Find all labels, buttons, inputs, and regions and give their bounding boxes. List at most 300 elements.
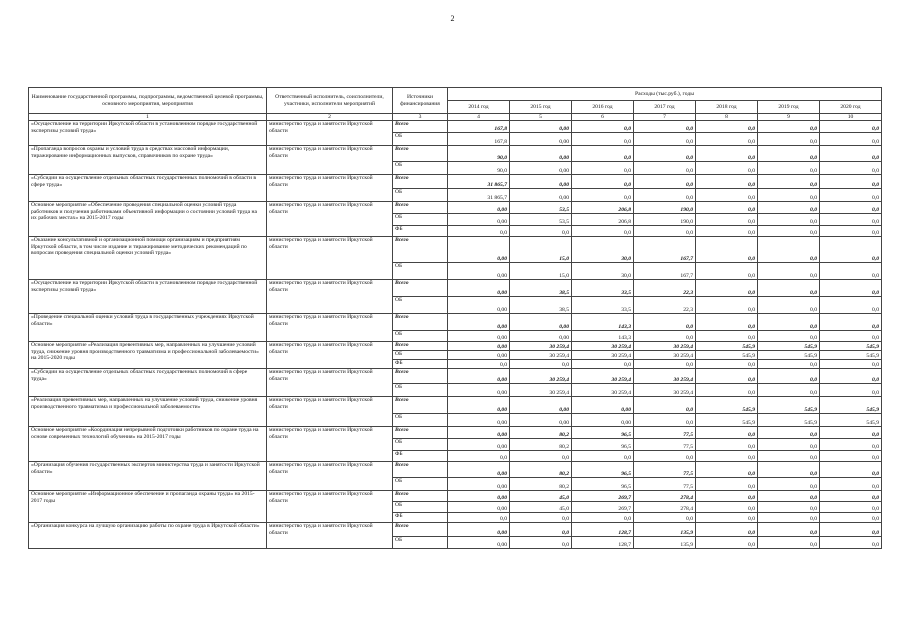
activity-executor: министерство труда и занятости Иркутской области	[267, 175, 393, 202]
expense-value: 0,0	[696, 263, 758, 280]
expense-value: 0,00	[448, 237, 510, 263]
table-row	[29, 314, 882, 331]
expense-value: 0,00	[510, 162, 572, 175]
expense-value: 0,0	[510, 513, 572, 523]
expense-value: 0,0	[696, 384, 758, 397]
expense-value: 545,9	[820, 397, 882, 414]
activity-executor: министерство труда и занятости Иркутской области	[267, 237, 393, 280]
expense-value: 0,0	[820, 369, 882, 384]
expense-value: 0,00	[448, 414, 510, 427]
expense-value: 0,00	[448, 523, 510, 537]
header-expenses: Расходы (тыс.руб.), годы	[448, 88, 882, 101]
header-executor: Ответственный исполнитель, соисполнители, участники, исполнители мероприятий	[267, 88, 393, 114]
expense-value: 0,0	[820, 263, 882, 280]
expense-value: 545,9	[758, 414, 820, 427]
expense-value: 135,9	[634, 537, 696, 549]
funding-source: ОБ	[393, 414, 448, 427]
expense-value: 0,0	[758, 280, 820, 297]
funding-source: ФБ	[393, 226, 448, 237]
expense-value: 90,0	[448, 146, 510, 162]
header-col-number: 1	[29, 114, 267, 121]
expense-value: 0,0	[820, 331, 882, 342]
expense-value: 0,00	[448, 491, 510, 502]
expense-value: 269,7	[572, 491, 634, 502]
funding-source: ОБ	[393, 162, 448, 175]
expense-value: 80,2	[510, 462, 572, 478]
expense-value: 0,00	[448, 280, 510, 297]
expense-value: 167,8	[448, 121, 510, 133]
expense-value: 0,0	[634, 133, 696, 146]
expense-value: 30,0	[572, 237, 634, 263]
expense-value: 0,0	[510, 523, 572, 537]
expense-value: 0,0	[820, 175, 882, 189]
expense-value: 0,0	[696, 513, 758, 523]
header-col-number: 4	[448, 114, 510, 121]
expense-value: 167,8	[448, 133, 510, 146]
expense-value: 0,0	[696, 491, 758, 502]
expense-value: 45,0	[510, 502, 572, 513]
expense-value: 0,0	[758, 214, 820, 226]
expense-value: 190,0	[634, 214, 696, 226]
expense-value: 0,0	[820, 384, 882, 397]
expense-value: 0,0	[820, 280, 882, 297]
expense-value: 0,0	[758, 427, 820, 439]
header-year: 2016 год	[572, 101, 634, 114]
expense-value: 545,9	[696, 397, 758, 414]
activity-executor: министерство труда и занятости Иркутской области	[267, 342, 393, 369]
expense-value: 30 259,4	[572, 342, 634, 351]
expense-value: 77,5	[634, 478, 696, 491]
expense-value: 0,00	[510, 133, 572, 146]
expense-value: 33,5	[572, 280, 634, 297]
expense-value: 0,00	[448, 263, 510, 280]
expense-value: 22,3	[634, 297, 696, 314]
expense-value: 0,0	[758, 314, 820, 331]
expense-value: 0,0	[820, 121, 882, 133]
funding-source: Всего	[393, 427, 448, 439]
expense-value: 0,00	[448, 462, 510, 478]
expense-value: 0,0	[820, 523, 882, 537]
expense-value: 0,0	[758, 146, 820, 162]
activity-executor: министерство труда и занятости Иркутской области	[267, 202, 393, 237]
funding-source: ОБ	[393, 263, 448, 280]
expense-value: 0,0	[572, 121, 634, 133]
expense-value: 0,0	[758, 162, 820, 175]
expense-value: 0,00	[510, 331, 572, 342]
activity-name: «Организация обучения государственных экспертов министерства труда и занятости Иркутской области»	[29, 462, 267, 491]
expense-value: 0,0	[634, 121, 696, 133]
expense-value: 0,00	[448, 342, 510, 351]
expense-value: 0,0	[820, 427, 882, 439]
activity-executor: министерство труда и занятости Иркутской области	[267, 427, 393, 462]
funding-source: Всего	[393, 523, 448, 537]
expense-value: 0,00	[448, 384, 510, 397]
activity-name: «Реализация превентивных мер, направленных на улучшение условий труда, снижение уровня производственного травматизма и профессиональной заболеваемости»	[29, 397, 267, 427]
header-col-number: 9	[758, 114, 820, 121]
expense-value: 0,0	[820, 297, 882, 314]
expense-value: 0,0	[634, 189, 696, 202]
header-col-number: 6	[572, 114, 634, 121]
activity-name: Основное мероприятие «Информационное обеспечение и пропаганда охраны труда» на 2015-2017 годы	[29, 491, 267, 523]
funding-source: ФБ	[393, 513, 448, 523]
expense-value: 30 259,4	[510, 369, 572, 384]
expense-value: 0,0	[758, 502, 820, 513]
expense-value: 128,7	[572, 523, 634, 537]
expense-value: 30 259,4	[510, 384, 572, 397]
expense-value: 206,8	[572, 202, 634, 214]
expense-value: 206,8	[572, 214, 634, 226]
expense-value: 53,5	[510, 214, 572, 226]
expense-value: 0,00	[448, 369, 510, 384]
funding-source: Всего	[393, 462, 448, 478]
expense-value: 30 259,4	[572, 384, 634, 397]
expense-value: 30 259,4	[572, 351, 634, 360]
expense-value: 190,0	[634, 202, 696, 214]
expense-value: 0,0	[696, 226, 758, 237]
expenses-table	[28, 87, 882, 549]
expense-value: 0,0	[758, 513, 820, 523]
activity-name: «Организация конкурса на лучшую организацию работы по охране труда в Иркутской области»	[29, 523, 267, 549]
expense-value: 0,0	[820, 202, 882, 214]
expense-value: 45,0	[510, 491, 572, 502]
expense-value: 0,0	[820, 146, 882, 162]
activity-name: Основное мероприятие «Реализация превентивных мер, направленных на улучшение условий труда, снижение уровня производственного травматизма и профессиональной заболеваемости» на 2015-2020 годы	[29, 342, 267, 369]
expense-value: 0,00	[572, 414, 634, 427]
table-row	[29, 462, 882, 478]
expense-value: 0,0	[696, 214, 758, 226]
expense-value: 30,0	[572, 263, 634, 280]
expense-value: 143,3	[572, 331, 634, 342]
expense-value: 0,0	[820, 133, 882, 146]
expense-value: 0,0	[634, 397, 696, 414]
expense-value: 53,5	[510, 202, 572, 214]
activity-executor: министерство труда и занятости Иркутской области	[267, 397, 393, 427]
page-number: 2	[450, 14, 455, 23]
expense-value: 0,0	[696, 439, 758, 451]
expense-value: 167,7	[634, 263, 696, 280]
expense-value: 0,0	[820, 162, 882, 175]
expense-value: 0,0	[758, 439, 820, 451]
header-col-number: 8	[696, 114, 758, 121]
expense-value: 0,0	[820, 513, 882, 523]
expense-value: 30 259,4	[510, 351, 572, 360]
expense-value: 545,9	[820, 351, 882, 360]
expense-value: 269,7	[572, 502, 634, 513]
expense-value: 0,0	[820, 502, 882, 513]
expense-value: 545,9	[758, 397, 820, 414]
expense-value: 0,00	[510, 314, 572, 331]
expense-value: 0,0	[510, 226, 572, 237]
activity-name: Основное мероприятие «Координация непрерывной подготовки работников по охране труда на основе современных технологий обучения» на 2015-2017 годы	[29, 427, 267, 462]
expense-value: 0,0	[820, 360, 882, 369]
expense-value: 0,0	[758, 331, 820, 342]
expense-value: 0,0	[634, 175, 696, 189]
table-row	[29, 491, 882, 502]
activity-executor: министерство труда и занятости Иркутской области	[267, 121, 393, 146]
activity-executor: министерство труда и занятости Иркутской области	[267, 369, 393, 397]
expense-value: 0,0	[696, 175, 758, 189]
expense-value: 0,0	[820, 237, 882, 263]
expense-value: 0,0	[696, 360, 758, 369]
header-col-number: 7	[634, 114, 696, 121]
funding-source: ФБ	[393, 451, 448, 462]
expense-value: 0,0	[510, 451, 572, 462]
expense-value: 545,9	[758, 351, 820, 360]
expense-value: 0,0	[758, 537, 820, 549]
header-col-number: 2	[267, 114, 393, 121]
expense-value: 0,0	[758, 189, 820, 202]
expense-value: 0,00	[510, 414, 572, 427]
expense-value: 0,0	[696, 189, 758, 202]
header-source: Источники финансирования	[393, 88, 448, 114]
funding-source: ОБ	[393, 133, 448, 146]
expense-value: 30 259,4	[510, 342, 572, 351]
expense-value: 80,2	[510, 478, 572, 491]
expense-value: 0,0	[696, 297, 758, 314]
expense-value: 80,2	[510, 439, 572, 451]
expense-value: 31 865,7	[448, 175, 510, 189]
header-name: Наименование государственной программы, подпрограммы, ведомственной целевой программы, основного мероприятия, мероприятия	[29, 88, 267, 114]
expense-value: 0,00	[510, 397, 572, 414]
expense-value: 0,00	[448, 397, 510, 414]
funding-source: Всего	[393, 175, 448, 189]
expense-value: 0,00	[510, 146, 572, 162]
expense-value: 0,00	[448, 439, 510, 451]
expense-value: 33,5	[572, 297, 634, 314]
expense-value: 0,0	[696, 237, 758, 263]
expense-value: 545,9	[696, 342, 758, 351]
header-col-number: 3	[393, 114, 448, 121]
expense-value: 0,0	[572, 146, 634, 162]
expense-value: 0,00	[448, 314, 510, 331]
table-row	[29, 121, 882, 133]
expense-value: 0,00	[572, 397, 634, 414]
funding-source: ОБ	[393, 214, 448, 226]
expense-value: 0,0	[758, 263, 820, 280]
expense-value: 0,0	[758, 237, 820, 263]
expense-value: 0,00	[448, 537, 510, 549]
expense-value: 545,9	[820, 342, 882, 351]
funding-source: ОБ	[393, 297, 448, 314]
expense-value: 0,0	[572, 162, 634, 175]
expense-value: 0,0	[758, 491, 820, 502]
expense-value: 0,0	[696, 369, 758, 384]
expense-value: 15,0	[510, 263, 572, 280]
expense-value: 0,0	[696, 202, 758, 214]
funding-source: ОБ	[393, 439, 448, 451]
expense-value: 0,0	[758, 523, 820, 537]
expense-value: 0,0	[758, 369, 820, 384]
expense-value: 0,0	[696, 121, 758, 133]
expense-value: 167,7	[634, 237, 696, 263]
expense-value: 0,00	[510, 121, 572, 133]
expense-value: 128,7	[572, 537, 634, 549]
expense-value: 0,00	[510, 189, 572, 202]
expense-value: 0,0	[820, 314, 882, 331]
expense-value: 80,2	[510, 427, 572, 439]
expense-value: 545,9	[696, 414, 758, 427]
activity-name: «Пропаганда вопросов охраны и условий труда в средствах массовой информации, тиражирование информационных выпусков, справочников по охране труда»	[29, 146, 267, 175]
expense-value: 0,0	[634, 451, 696, 462]
expense-value: 545,9	[696, 351, 758, 360]
expense-value: 0,0	[820, 189, 882, 202]
expense-value: 0,0	[696, 502, 758, 513]
expense-value: 0,0	[696, 523, 758, 537]
expense-value: 0,0	[696, 537, 758, 549]
expense-value: 0,00	[448, 502, 510, 513]
activity-name: «Оказание консультативной и организационной помощи организациям и предприятиям Иркутской области, в том числе издание и тиражирование методических рекомендаций по вопросам проведения специальной оценки условий труда»	[29, 237, 267, 280]
expense-value: 77,5	[634, 439, 696, 451]
funding-source: Всего	[393, 237, 448, 263]
activity-name: «Субсидии на осуществление отдельных областных государственных полномочий в области в сфере труда»	[29, 175, 267, 202]
expense-value: 0,0	[696, 331, 758, 342]
expense-value: 0,0	[634, 162, 696, 175]
expense-value: 0,0	[758, 478, 820, 491]
expense-value: 77,5	[634, 427, 696, 439]
expense-value: 30 259,4	[634, 351, 696, 360]
activity-name: «Субсидии на осуществление отдельных областных государственных полномочий в сфере труда»	[29, 369, 267, 397]
funding-source: ОБ	[393, 189, 448, 202]
funding-source: Всего	[393, 369, 448, 384]
expense-value: 0,00	[448, 214, 510, 226]
expense-value: 90,0	[448, 162, 510, 175]
funding-source: ОБ	[393, 502, 448, 513]
expense-value: 0,0	[696, 478, 758, 491]
expense-value: 0,0	[572, 133, 634, 146]
expense-value: 96,5	[572, 439, 634, 451]
expense-value: 143,3	[572, 314, 634, 331]
activity-executor: министерство труда и занятости Иркутской области	[267, 523, 393, 549]
expense-value: 77,5	[634, 462, 696, 478]
expense-value: 0,0	[572, 189, 634, 202]
header-col-number: 5	[510, 114, 572, 121]
expense-value: 0,0	[634, 360, 696, 369]
expense-value: 38,5	[510, 297, 572, 314]
expense-value: 0,0	[634, 414, 696, 427]
table-row	[29, 397, 882, 414]
table-row	[29, 280, 882, 297]
funding-source: Всего	[393, 121, 448, 133]
expense-value: 0,0	[634, 314, 696, 331]
expense-value: 31 865,7	[448, 189, 510, 202]
header-year: 2018 год	[696, 101, 758, 114]
activity-name: «Осуществление на территории Иркутской области в установленном порядке государственной экспертизы условий труда»	[29, 121, 267, 146]
activity-name: «Проведение специальной оценки условий труда в государственных учреждениях Иркутской области»	[29, 314, 267, 342]
expense-value: 0,0	[820, 439, 882, 451]
expense-value: 0,0	[696, 146, 758, 162]
expense-value: 0,0	[820, 226, 882, 237]
expense-value: 0,00	[448, 427, 510, 439]
table-row	[29, 523, 882, 537]
expense-value: 0,0	[696, 314, 758, 331]
table-row	[29, 146, 882, 162]
expense-value: 38,5	[510, 280, 572, 297]
expense-value: 545,9	[820, 414, 882, 427]
header-year: 2019 год	[758, 101, 820, 114]
expense-value: 0,0	[820, 462, 882, 478]
funding-source: ОБ	[393, 537, 448, 549]
funding-source: ОБ	[393, 331, 448, 342]
expense-value: 0,0	[696, 462, 758, 478]
funding-source: Всего	[393, 397, 448, 414]
activity-name: «Осуществление на территории Иркутской области в установленном порядке государственной экспертизы условий труда»	[29, 280, 267, 314]
expense-value: 0,0	[696, 162, 758, 175]
funding-source: ФБ	[393, 360, 448, 369]
expense-value: 0,0	[448, 226, 510, 237]
funding-source: Всего	[393, 146, 448, 162]
header-year: 2020 год	[820, 101, 882, 114]
expense-value: 0,00	[448, 297, 510, 314]
expense-value: 0,0	[634, 146, 696, 162]
expense-value: 96,5	[572, 427, 634, 439]
header-year: 2017 год	[634, 101, 696, 114]
expense-value: 0,00	[448, 331, 510, 342]
activity-executor: министерство труда и занятости Иркутской области	[267, 491, 393, 523]
expense-value: 0,0	[820, 537, 882, 549]
expense-value: 0,0	[758, 360, 820, 369]
header-year: 2014 год	[448, 101, 510, 114]
expense-value: 30 259,4	[634, 369, 696, 384]
expense-value: 545,9	[758, 342, 820, 351]
expense-value: 0,0	[634, 513, 696, 523]
expense-value: 15,0	[510, 237, 572, 263]
expense-value: 0,0	[634, 226, 696, 237]
expense-value: 0,0	[820, 214, 882, 226]
funding-source: Всего	[393, 280, 448, 297]
header-col-number: 10	[820, 114, 882, 121]
expense-value: 0,0	[448, 360, 510, 369]
expense-value: 0,0	[758, 133, 820, 146]
expense-value: 0,0	[696, 280, 758, 297]
expense-value: 0,0	[758, 462, 820, 478]
expense-value: 135,9	[634, 523, 696, 537]
funding-source: ОБ	[393, 384, 448, 397]
funding-source: ОБ	[393, 351, 448, 360]
expense-value: 0,0	[696, 451, 758, 462]
expense-value: 96,5	[572, 478, 634, 491]
table-row	[29, 342, 882, 351]
expense-value: 0,00	[448, 202, 510, 214]
funding-source: ОБ	[393, 478, 448, 491]
expense-value: 0,0	[510, 360, 572, 369]
expense-value: 0,00	[448, 351, 510, 360]
expense-value: 96,5	[572, 462, 634, 478]
expense-value: 0,0	[758, 175, 820, 189]
activity-executor: министерство труда и занятости Иркутской области	[267, 280, 393, 314]
expense-value: 30 259,4	[634, 342, 696, 351]
expense-value: 0,0	[448, 451, 510, 462]
activity-executor: министерство труда и занятости Иркутской области	[267, 146, 393, 175]
table-row	[29, 237, 882, 263]
table-row	[29, 175, 882, 189]
activity-name: Основное мероприятие «Обеспечение проведения специальной оценки условий труда работников и получения работниками объективной информации о состоянии условий труда на их рабочих местах» на 2015-2017 годы	[29, 202, 267, 237]
table-row	[29, 427, 882, 439]
expense-value: 0,0	[572, 513, 634, 523]
funding-source: Всего	[393, 491, 448, 502]
expense-value: 0,0	[572, 226, 634, 237]
expense-value: 0,0	[820, 451, 882, 462]
expense-value: 278,4	[634, 502, 696, 513]
expense-value: 0,0	[758, 226, 820, 237]
expense-value: 0,0	[696, 427, 758, 439]
expense-value: 0,0	[758, 297, 820, 314]
expense-value: 22,3	[634, 280, 696, 297]
activity-executor: министерство труда и занятости Иркутской области	[267, 462, 393, 491]
table-row	[29, 369, 882, 384]
expense-value: 0,0	[572, 360, 634, 369]
table-row	[29, 202, 882, 214]
funding-source: Всего	[393, 314, 448, 331]
